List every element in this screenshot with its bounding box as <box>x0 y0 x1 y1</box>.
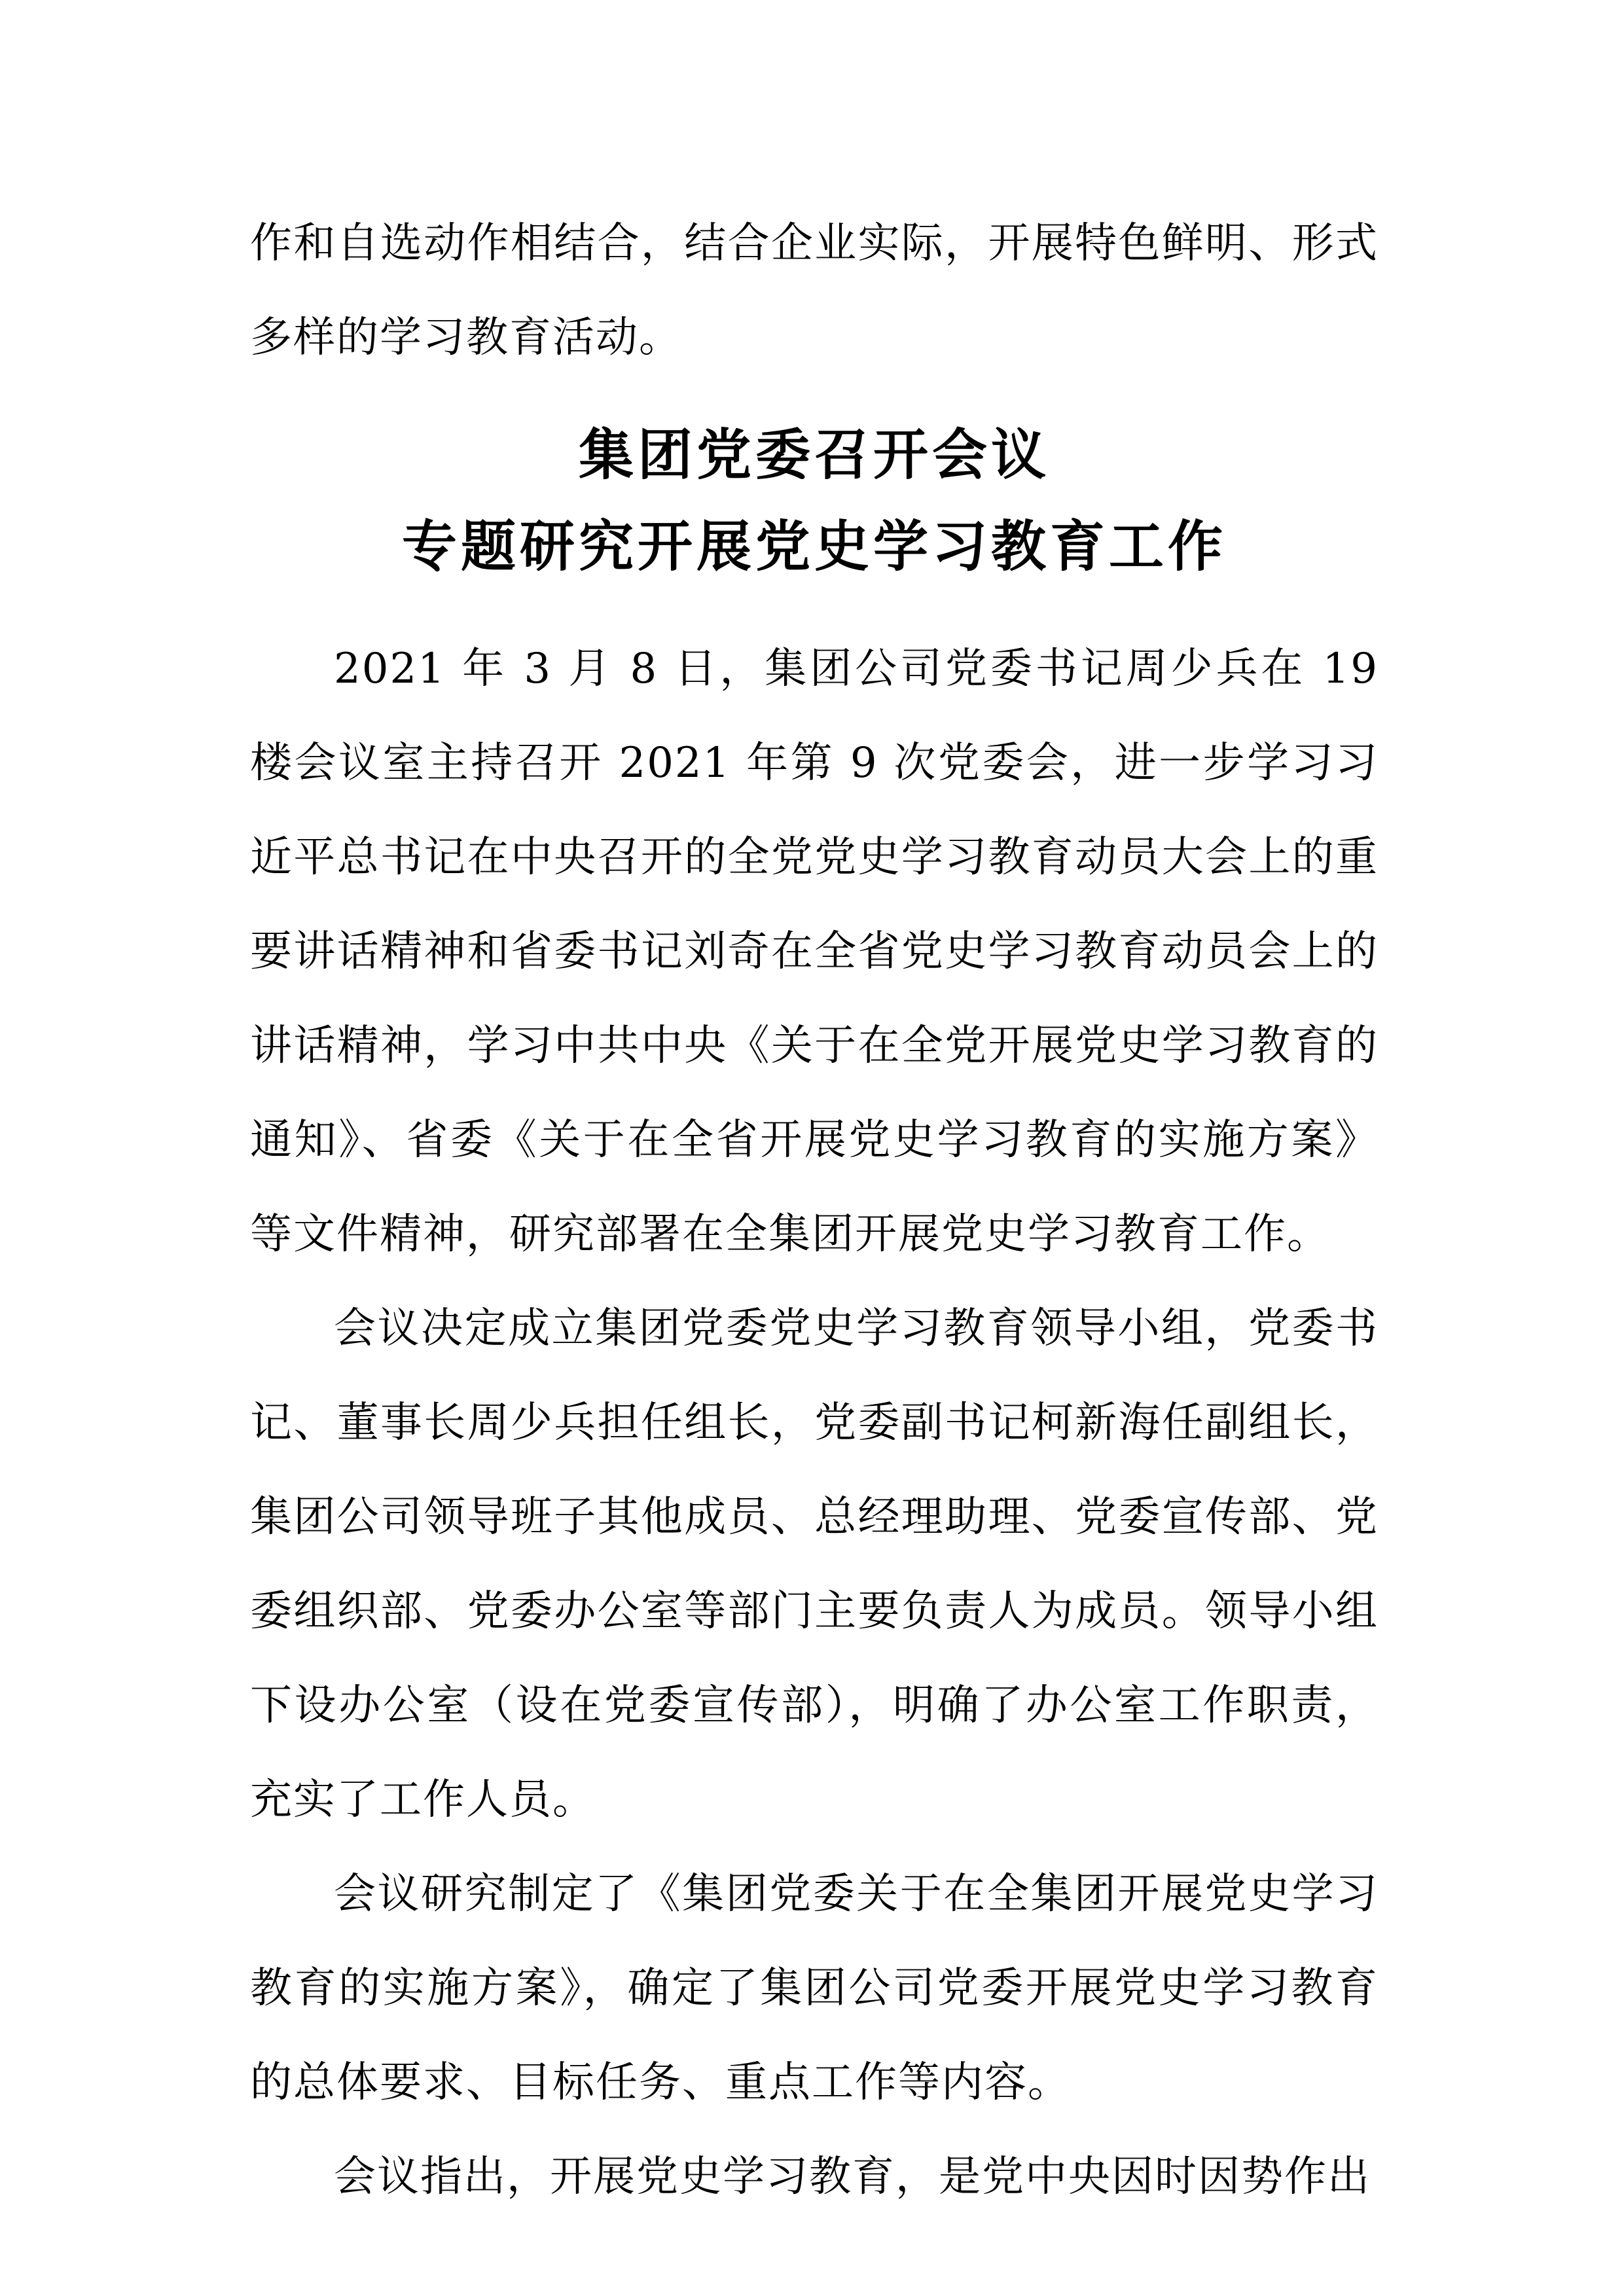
article-title-line-2: 专题研究开展党史学习教育工作 <box>401 514 1227 579</box>
article-body <box>250 622 1379 2224</box>
body-paragraph-2: 会议决定成立集团党委党史学习教育领导小组，党委书记、董事长周少兵担任组长，党委副书记柯新海任副组长，集团公司领导班子其他成员、总经理助理、党委宣传部、党委组织部、党委办公室等部门主要负责人为成员。领导小组下设办公室（设在党委宣传部），明确了办公室工作职责，充实了工作人员。 <box>250 1304 1379 1824</box>
article-title-line-1: 集团党委召开会议 <box>578 423 1050 487</box>
body-paragraph-4: 会议指出，开展党史学习教育，是党中央因时因势作出 <box>334 2153 1371 2201</box>
continued-paragraph: 作和自选动作相结合，结合企业实际，开展特色鲜明、形式多样的学习教育活动。 <box>250 219 1379 362</box>
body-paragraph-1: 2021 年 3 月 8 日，集团公司党委书记周少兵在 19 楼会议室主持召开 2021 年第 9 次党委会，进一步学习习近平总书记在中央召开的全党党史学习教育动员大会上的重要讲话精神和省委书记刘奇在全省党史学习教育动员会上的讲话精神，学习中共中央《关于在全党开展党史学习教育的通知》、省委《关于在全省开展党史学习教育的实施方案》等文件精神，研究部署在全集团开展党史学习教育工作。 <box>250 645 1379 1259</box>
body-paragraph-3: 会议研究制定了《集团党委关于在全集团开展党史学习教育的实施方案》，确定了集团公司党委开展党史学习教育的总体要求、目标任务、重点工作等内容。 <box>250 1870 1379 2107</box>
